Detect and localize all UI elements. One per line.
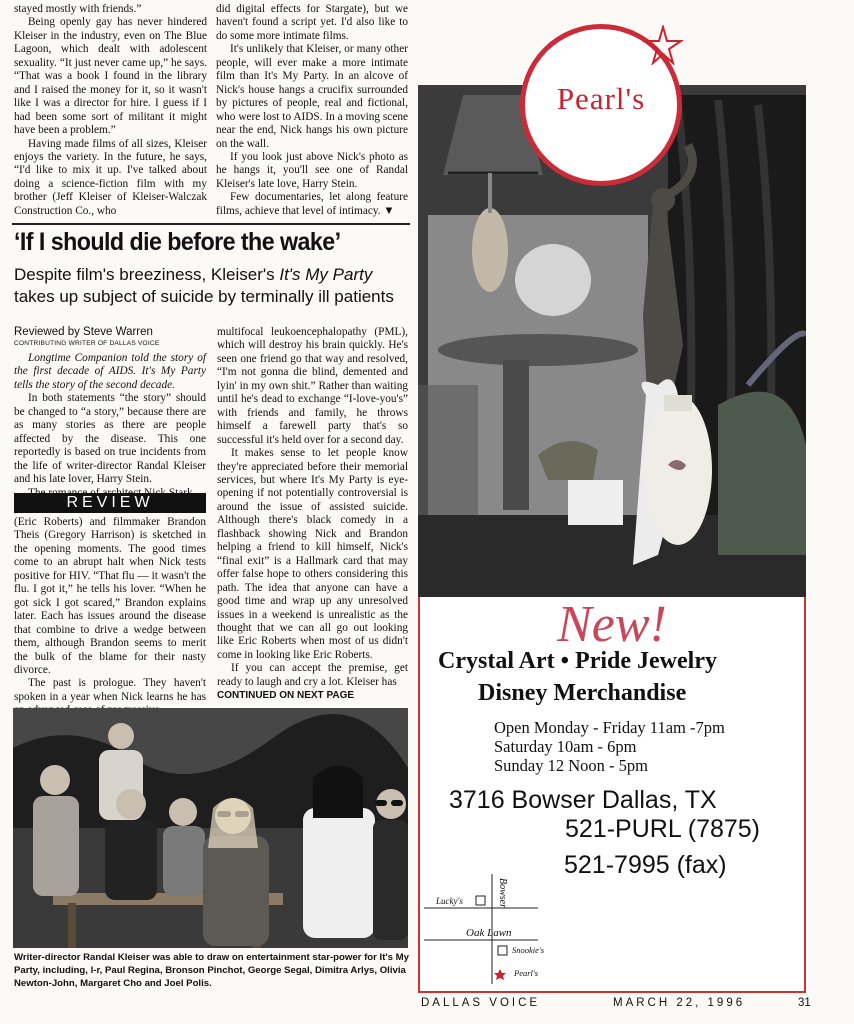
- article-column-2: [217, 326, 408, 703]
- byline-name: Reviewed by Steve Warren: [14, 326, 153, 338]
- ad-new-heading: New!: [557, 596, 667, 653]
- article-column-1-bottom: [14, 516, 206, 718]
- map-label-snookies: Snookie's: [512, 945, 545, 955]
- headline: ‘If I should die before the wake’: [14, 228, 341, 256]
- paragraph: The past is prologue. They haven't spoken in a year when Nick learns he has: [14, 677, 206, 703]
- paragraph: Being openly gay has never hindered Kleiser in the industry, even on The Blue Lagoon, which dealt with adolescent sexuality. “It just never came up,” he says. “That was a book I found in the library and I raised the money for it, so it wasn't like I was a director for hire. I guess if I had been some sort of militant it might have been a problem.”: [14, 16, 207, 137]
- paragraph: Few documentaries, let along feature films, achieve that level of intimacy. ▼: [216, 191, 408, 217]
- logo-text: Pearl's: [556, 81, 646, 116]
- ad-hours-weekday: Open Monday - Friday 11am -7pm: [494, 718, 725, 737]
- paragraph: did digital effects for Stargate), but we haven't found a script yet. I'd also like to do some more intimate films.: [216, 3, 408, 42]
- ad-products-line2: Disney Merchandise: [478, 680, 687, 706]
- section-divider: [12, 223, 410, 225]
- paragraph: Having made films of all sizes, Kleiser enjoys the variety. In the future, he says, “I'd like to mix it up. I've talked about doing a science-fiction film with my brother (Jeff Kleiser of Kleiser-Walczak Construction Co., who: [14, 137, 207, 217]
- map-label-luckys: Lucky's: [436, 896, 463, 906]
- ad-products-line1: Crystal Art • Pride Jewelry: [438, 648, 717, 674]
- byline-credit: CONTRIBUTING WRITER OF DALLAS VOICE: [14, 340, 160, 347]
- photo-caption: Writer-director Randal Kleiser was able to draw on entertainment star-power for It's My Party, including, l-r, Paul Regina, Bronson Pinchot, George Segal, Dimitra Arlys, Olivia Newton-John, Margaret Cho and Joel Polis.: [14, 952, 410, 989]
- cast-photo-illustration: [13, 708, 408, 948]
- map-label-bowser: Bowser: [497, 878, 508, 908]
- cast-photo: [13, 708, 408, 948]
- article-column-1-top: [14, 352, 206, 500]
- paragraph: (Eric Roberts) and filmmaker Brandon Theis (Gregory Harrison) is sketched in the opening moments. The good times come to an abrupt halt when Nick tests positive for HIV. “That flu — it wasn't the flu. I got it,” he tells his lover. “When he got sick I got scared,” Brandon explains later. Each has issues around the disease that combine to drive a wedge between them, although Brandon seems to merit the bulk of the blame for their nasty divorce.: [14, 516, 206, 676]
- paragraph: In both statements “the story” should be changed to “a story,” because there are as many stories as there are people affected by the disease. This one reportedly is based on true incidents from the life of writer-director Randal Kleiser and his late lover, Harry Stein.: [14, 392, 206, 486]
- top-story-right-column: [216, 3, 408, 218]
- star-icon: [643, 25, 683, 65]
- footer-publication: DALLAS VOICE: [421, 997, 541, 1009]
- ad-hours-sunday: Sunday 12 Noon - 5pm: [494, 756, 648, 775]
- footer-date: MARCH 22, 1996: [613, 997, 746, 1009]
- location-map: [424, 874, 584, 984]
- top-story-left-column: [14, 3, 207, 218]
- continued-note: CONTINUED ON NEXT PAGE: [217, 690, 355, 702]
- pearls-logo: [520, 24, 682, 186]
- ad-fax: 521-7995 (fax): [564, 851, 727, 879]
- deck-film-title: It's My Party: [279, 265, 373, 284]
- deck-text: takes up subject of suicide by terminally ill patients: [14, 287, 394, 306]
- map-label-pearls: Pearl's: [514, 968, 539, 978]
- paragraph: It makes sense to let people know they're appreciated before their memorial services, but where It's My Party is eye-opening if not potentially controversial is around the issue of assisted suicide. Although there's black comedy in a flashback showing Nick and Brandon helping a friend to kill himself, Nick's “final exit” is a Hallmark card that may offer false hope to others considering this path. The idea that anyone can have a good time and wrap up any unresolved issues in a weekend is unrealistic as the thought that we can all go out looking like Eric Roberts when most of us didn't come in looking like Eric Roberts.: [217, 447, 408, 661]
- ad-hours-saturday: Saturday 10am - 6pm: [494, 737, 637, 756]
- map-label-oak-lawn: Oak Lawn: [466, 927, 512, 939]
- ad-address: 3716 Bowser Dallas, TX: [449, 786, 717, 814]
- footer-page-number: 31: [798, 997, 811, 1009]
- paragraph: It's unlikely that Kleiser, or many other people, will ever make a more intimate film than It's My Party. In an alcove of Nick's house hangs a crucifix surrounded by pictures of people, real and fictional, who were lost to AIDS. In a moving scene near the end, Nick hangs his own picture on the wall.: [216, 43, 408, 150]
- ad-phone: 521-PURL (7875): [565, 815, 761, 843]
- byline: [14, 326, 214, 350]
- paragraph: Longtime Companion told the story of the first decade of AIDS. It's My Party tells the story of the second decade.: [14, 352, 206, 391]
- paragraph: multifocal leukoencephalopathy (PML), which will destroy his brain quickly. He's seen one friend go that way and resolved, “I'm not gonna die blind, demented and lyin' in my own shit.” Rather than waiting until he's dead to exchange “I-love-you's” with friends and family, he throws himself a farewell party that's so successful it's held over for a second day.: [217, 326, 408, 446]
- paragraph: If you look just above Nick's photo as he hangs it, you'll see one of Randal Kleiser's late love, Harry Stein.: [216, 150, 408, 190]
- paragraph: If you can accept the premise, get ready to laugh and cry a lot. Kleiser has: [217, 662, 408, 688]
- pearls-star-marker: [494, 969, 506, 980]
- review-label: REVIEW: [14, 493, 206, 513]
- paragraph: stayed mostly with friends.”: [14, 3, 142, 15]
- deck: [14, 264, 409, 308]
- deck-text: Despite film's breeziness, Kleiser's: [14, 265, 280, 284]
